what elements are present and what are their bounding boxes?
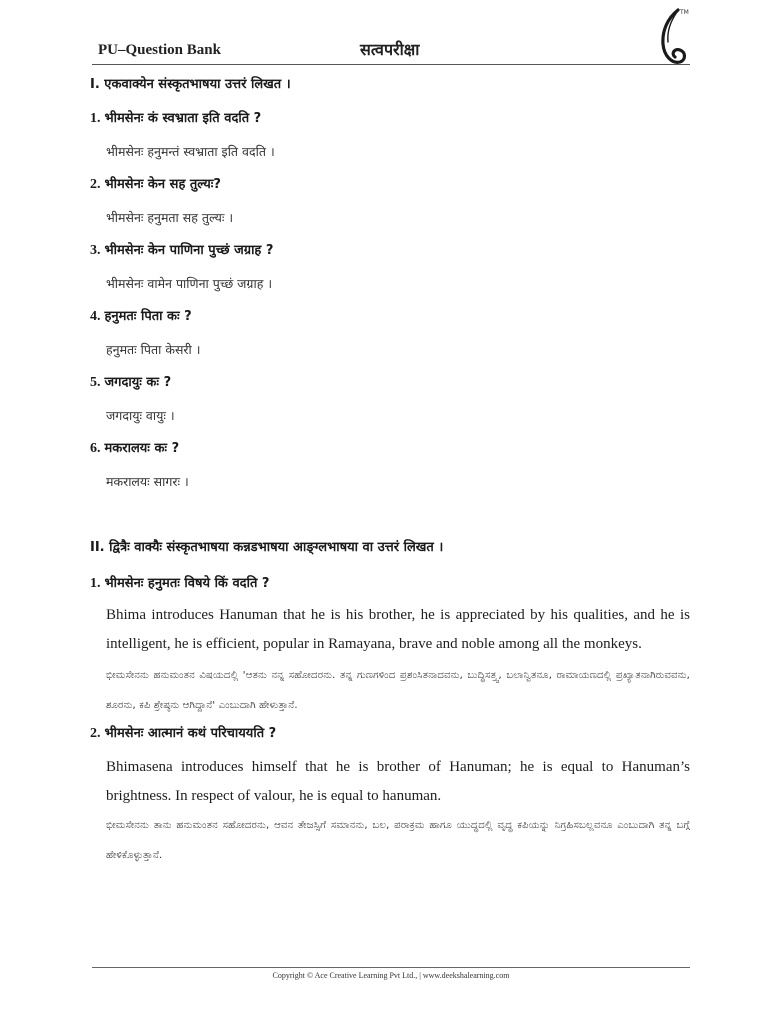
question: [90, 242, 690, 260]
footer-rule: [92, 967, 690, 968]
page-header: [92, 0, 690, 66]
header-rule: [92, 64, 690, 65]
page-content: [90, 70, 690, 871]
qa-item: [90, 110, 690, 161]
question-number: 6.: [90, 441, 101, 456]
question-text: भीमसेनः कं स्वभ्राता इति वदति ?: [104, 111, 262, 126]
question-number: 3.: [90, 243, 101, 258]
answer: हनुमतः पिता केसरी ।: [106, 342, 201, 357]
question-text: भीमसेनः केन पाणिना पुच्छं जग्राह ?: [104, 243, 274, 258]
question: [90, 575, 690, 593]
question: [90, 308, 690, 326]
question-text: हनुमतः पिता कः ?: [104, 309, 192, 324]
question: [90, 176, 690, 194]
question: [90, 374, 690, 392]
question: [90, 440, 690, 458]
question-number: 2.: [90, 726, 101, 741]
question-number: 4.: [90, 309, 101, 324]
chapter-title: सत्वपरीक्षा: [360, 40, 420, 59]
answer: भीमसेनः हनुमता सह तुल्यः ।: [106, 210, 234, 225]
question-text: मकरालयः कः ?: [104, 441, 180, 456]
qa-item: [90, 176, 690, 227]
answer: भीमसेनः वामेन पाणिना पुच्छं जग्राह ।: [106, 276, 273, 291]
section-heading: II. द्वित्रैः वाक्यैः संस्कृतभाषया कन्नडभाषया आङ्ग्लभाषया वा उत्तरं लिखत ।: [90, 540, 444, 555]
question-number: 5.: [90, 375, 101, 390]
question-text: भीमसेनः आत्मानं कथं परिचाययति ?: [104, 726, 277, 741]
section-2: [90, 539, 690, 871]
question-text: भीमसेनः केन सह तुल्यः?: [104, 177, 221, 192]
qa-item: [90, 374, 690, 425]
book-title: PU–Question Bank: [98, 42, 221, 58]
question-number: 1.: [90, 111, 101, 126]
qa-item: [90, 242, 690, 293]
question-number: 2.: [90, 177, 101, 192]
footer-copyright: Copyright © Ace Creative Learning Pvt Ltd., | www.deekshalearning.com: [272, 971, 510, 980]
section-1: [90, 76, 690, 491]
answer: भीमसेनः हनुमन्तं स्वभ्राता इति वदति ।: [106, 144, 275, 159]
answer-english: Bhima introduces Hanuman that he is his brother, he is appreciated by his qualities, and he is intelligent, he is efficient, popular in Ramayana, brave and noble among all the monkeys.: [106, 607, 690, 652]
brand-logo-icon: [654, 8, 690, 70]
question-text: जगदायुः कः ?: [104, 375, 172, 390]
answer-kannada: ಭೀಮಸೇನನು ಹನುಮಂತನ ವಿಷಯದಲ್ಲಿ 'ಆತನು ನನ್ನ ಸಹೋದರನು. ತನ್ನ ಗುಣಗಳಿಂದ ಪ್ರಶಂಸಿತನಾದವನು, ಬುದ್ಧಿಸತ್ತ್ವ, ಬಲಾನ್ವಿತನೂ, ರಾಮಾಯಣದಲ್ಲಿ ಪ್ರಖ್ಯಾತನಾಗಿರುವವನು, ಶೂರನು, ಕಪಿ ಶ್ರೇಷ್ಠನು ಆಗಿದ್ದಾನೆ' ಎಂಬುದಾಗಿ ಹೇಳುತ್ತಾನೆ.: [106, 670, 690, 711]
answer: जगदायुः वायुः ।: [106, 408, 175, 423]
question-text: भीमसेनः हनुमतः विषये किं वदति ?: [104, 576, 270, 591]
qa-item: [90, 308, 690, 359]
qa-item: [90, 575, 690, 721]
section-heading: I. एकवाक्येन संस्कृतभाषया उत्तरं लिखत ।: [90, 77, 291, 92]
answer-english: Bhimasena introduces himself that he is brother of Hanuman; he is equal to Hanuman’s brightness. In respect of valour, he is equal to hanuman.: [106, 759, 690, 804]
qa-item: [90, 440, 690, 491]
qa-item: [90, 725, 690, 871]
trademark-mark: TM: [680, 9, 689, 16]
question: [90, 725, 690, 743]
question: [90, 110, 690, 128]
answer: मकरालयः सागरः ।: [106, 474, 189, 489]
answer-kannada: ಭೀಮಸೇನನು ತಾನು ಹನುಮಂತನ ಸಹೋದರನು, ಆವನ ತೇಜಸ್ಸಿಗೆ ಸಮಾನನು, ಬಲ, ಪರಾಕ್ರಮ ಹಾಗೂ ಯುದ್ಧದಲ್ಲಿ ವೃದ್ಧ ಕಪಿಯನ್ನು ನಿಗ್ರಹಿಸಬಲ್ಲವನೂ ಎಂಬುದಾಗಿ ತನ್ನ ಬಗ್ಗೆ ಹೇಳಿಕೊಳ್ಳುತ್ತಾನೆ.: [106, 820, 690, 861]
question-number: 1.: [90, 576, 101, 591]
